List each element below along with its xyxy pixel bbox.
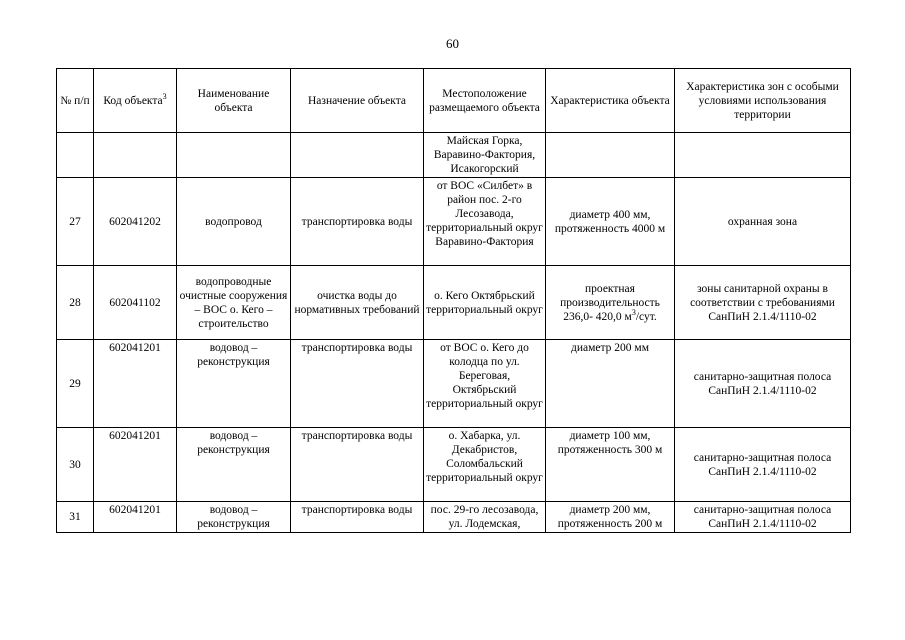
- cell-characteristics: диаметр 400 мм, протяженность 4000 м: [546, 178, 675, 266]
- cell-characteristics: [546, 133, 675, 178]
- cell-code: 602041102: [94, 266, 177, 340]
- table-row: [57, 178, 851, 266]
- cell-zones: охранная зона: [675, 178, 851, 266]
- header-purpose: Назначение объекта: [291, 69, 424, 133]
- header-name: Наименование объекта: [177, 69, 291, 133]
- capacity-text: проектная производительность 236,0- 420,0 м: [560, 282, 660, 323]
- cell-location: от ВОС о. Кего до колодца по ул. Береговая, Октябрьский территориальный округ: [424, 340, 546, 428]
- cell-code: 602041201: [94, 502, 177, 533]
- cubic-superscript: 3: [631, 307, 636, 317]
- cell-code: 602041201: [94, 340, 177, 428]
- cell-num: [57, 133, 94, 178]
- table-row: [57, 133, 851, 178]
- cell-location: о. Хабарка, ул. Декабристов, Соломбальский территориальный округ: [424, 428, 546, 502]
- cell-name: [177, 133, 291, 178]
- cell-num: 29: [57, 340, 94, 428]
- cell-num: 31: [57, 502, 94, 533]
- cell-characteristics: диаметр 200 мм, протяженность 200 м: [546, 502, 675, 533]
- cell-purpose: очистка воды до нормативных требований: [291, 266, 424, 340]
- header-code-text: Код объекта: [103, 94, 163, 107]
- page-number: 60: [446, 36, 459, 51]
- cell-num: 30: [57, 428, 94, 502]
- header-characteristics: Характеристика объекта: [546, 69, 675, 133]
- cell-zones: санитарно-защитная полоса СанПиН 2.1.4/1110-02: [675, 428, 851, 502]
- table-header-row: [57, 69, 851, 133]
- cell-purpose: транспортировка воды: [291, 502, 424, 533]
- cell-purpose: транспортировка воды: [291, 178, 424, 266]
- cell-zones: санитарно-защитная полоса СанПиН 2.1.4/1110-02: [675, 502, 851, 533]
- cell-name: водопроводные очистные сооружения – ВОС о. Кего – строительство: [177, 266, 291, 340]
- cell-code: [94, 133, 177, 178]
- cell-location: о. Кего Октябрьский территориальный округ: [424, 266, 546, 340]
- cell-code: 602041202: [94, 178, 177, 266]
- header-num: № п/п: [57, 69, 94, 133]
- cell-num: 28: [57, 266, 94, 340]
- cell-zones: [675, 133, 851, 178]
- table-row: [57, 428, 851, 502]
- cell-location: пос. 29-го лесозавода, ул. Лодемская,: [424, 502, 546, 533]
- table-row: [57, 340, 851, 428]
- cell-purpose: [291, 133, 424, 178]
- cell-purpose: транспортировка воды: [291, 340, 424, 428]
- cell-purpose: транспортировка воды: [291, 428, 424, 502]
- cell-name: водовод – реконструкция: [177, 340, 291, 428]
- capacity-unit: /сут.: [635, 310, 657, 323]
- footnote-marker: 3: [162, 91, 167, 101]
- cell-name: водовод – реконструкция: [177, 428, 291, 502]
- cell-zones: зоны санитарной охраны в соответствии с требованиями СанПиН 2.1.4/1110-02: [675, 266, 851, 340]
- header-location: Местоположение размещаемого объекта: [424, 69, 546, 133]
- table-row: [57, 266, 851, 340]
- header-zones: Характеристика зон с особыми условиями использования территории: [675, 69, 851, 133]
- cell-location: от ВОС «Силбет» в район пос. 2-го Лесозавода, территориальный округ Варавино-Фактория: [424, 178, 546, 266]
- header-code: [94, 69, 177, 133]
- cell-characteristics: [546, 266, 675, 340]
- cell-location: Майская Горка, Варавино-Фактория, Исакогорский: [424, 133, 546, 178]
- objects-table: [56, 68, 851, 533]
- cell-zones: санитарно-защитная полоса СанПиН 2.1.4/1110-02: [675, 340, 851, 428]
- cell-name: водовод – реконструкция: [177, 502, 291, 533]
- cell-code: 602041201: [94, 428, 177, 502]
- cell-characteristics: диаметр 200 мм: [546, 340, 675, 428]
- cell-name: водопровод: [177, 178, 291, 266]
- cell-characteristics: диаметр 100 мм, протяженность 300 м: [546, 428, 675, 502]
- cell-num: 27: [57, 178, 94, 266]
- table-row: [57, 502, 851, 533]
